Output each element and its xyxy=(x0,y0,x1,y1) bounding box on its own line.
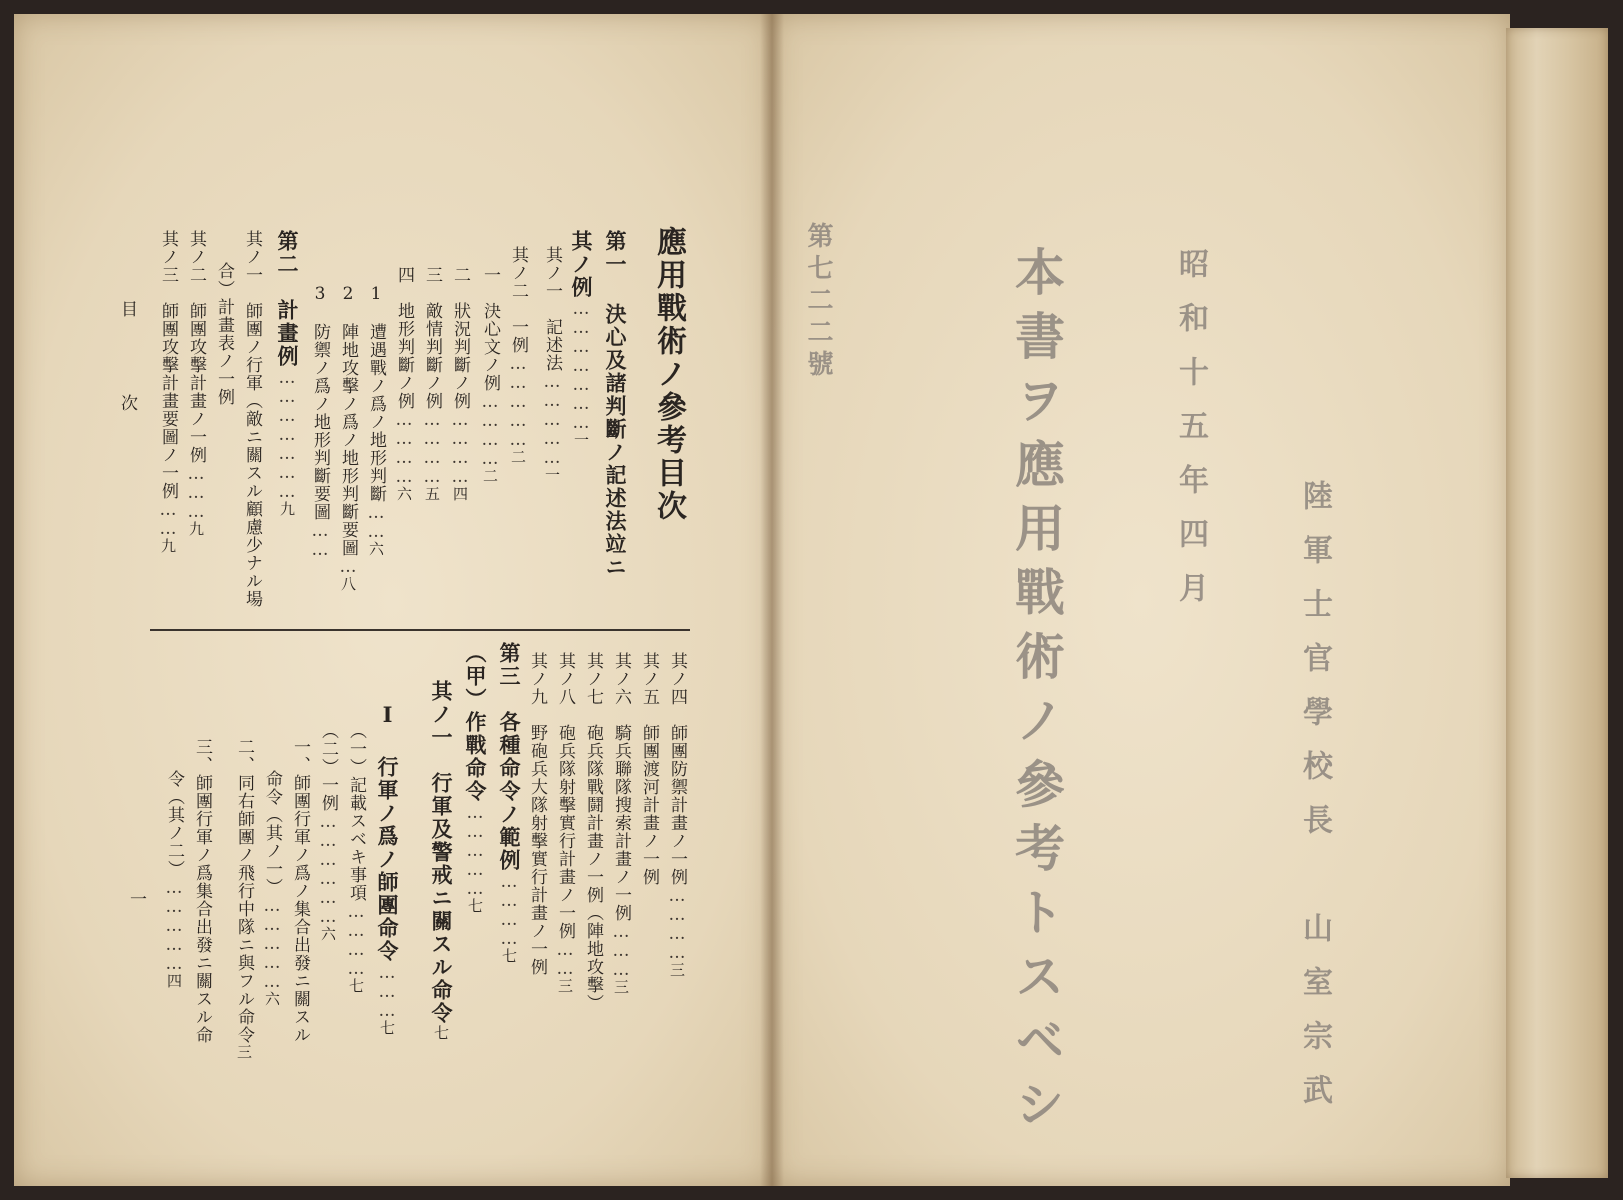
toc-item-21: （二）一例………………六 xyxy=(318,722,338,942)
right-page xyxy=(772,14,1510,1186)
section-divider xyxy=(150,629,690,631)
toc-item-13: 其ノ三 師團攻擊計畫要圖ノ一例……九 xyxy=(158,230,178,554)
toc-item-9: 3 防禦ノ爲ノ地形判斷要圖…… xyxy=(310,284,330,559)
toc-item-15: 其ノ五 師團渡河計畫ノ一例 xyxy=(639,652,659,886)
toc-item-5: 三 敵情判斷ノ例…………五 xyxy=(422,266,442,502)
toc-item-24: 二、同右師團ノ飛行中隊ニ與フル命令三 xyxy=(234,738,254,1060)
sec1-sub-row xyxy=(566,230,596,610)
sec3-kou-row: （甲）作戰命令……………七 xyxy=(463,642,488,913)
stamp-directive: 本書ヲ應用戰術ノ參考トスベシ xyxy=(1007,246,1066,1142)
sec2-heading: 第二 計畫例 xyxy=(275,230,300,368)
sec1-heading: 第一 決心及諸判斷ノ記述法竝ニ xyxy=(603,230,628,579)
sec1-sub-page: 一 xyxy=(572,432,590,447)
sec1-sub-dots: ………………… xyxy=(571,299,591,432)
sec3-sub1: 其ノ一 行軍及警戒ニ關スル命令 xyxy=(429,680,454,1025)
toc-item-25: 三、師團行軍ノ爲集合出發ニ關スル命 xyxy=(192,738,212,1044)
sec3-sub1-row: 其ノ一 行軍及警戒ニ關スル命令七 xyxy=(429,680,454,1040)
toc-item-1: 其ノ一 記述法……………一 xyxy=(542,246,562,483)
toc-item-8: 2 陣地攻擊ノ爲ノ地形判斷要圖…八 xyxy=(338,284,358,592)
toc-item-18: 其ノ八 砲兵隊射擊實行計畫ノ一例……三 xyxy=(555,652,575,994)
sec2-heading-row: 第二 計畫例…………………九 xyxy=(275,230,300,516)
toc-item-10: 其ノ一 師團ノ行軍（敵ニ關スル顧慮少ナル場 xyxy=(242,230,262,608)
toc-item-22: 一、師團行軍ノ爲ノ集合出發ニ關スル xyxy=(290,738,310,1044)
sec3-heading-row: 第三 各種命令ノ範例…………七 xyxy=(497,642,522,963)
page-folio: 一 xyxy=(126,890,146,908)
toc-item-17: 其ノ七 砲兵隊戰鬪計畫ノ一例（陣地攻擊） xyxy=(583,652,603,1012)
toc-item-26: 令（其ノ二）……………四 xyxy=(164,770,184,989)
book-gutter xyxy=(760,14,784,1186)
toc-title: 應用戰術ノ參考目次 xyxy=(651,226,686,523)
stamp-date: 昭和十五年四月 xyxy=(1173,248,1208,626)
toc-item-23: 命令（其ノ一）……………六 xyxy=(262,770,282,1007)
sec3-kou: （甲）作戰命令 xyxy=(463,642,488,803)
sec1-sub: 其ノ例 xyxy=(569,230,594,299)
toc-item-19: 其ノ九 野砲兵大隊射擊實行計畫ノ一例 xyxy=(527,652,547,976)
sec3-roman-row: Ⅰ 行軍ノ爲ノ師團命令………七 xyxy=(375,702,400,1035)
sec3-heading: 第三 各種命令ノ範例 xyxy=(497,642,522,872)
toc-item-14: 其ノ四 師團防禦計畫ノ一例…………三 xyxy=(667,652,687,978)
toc-item-3: 一 決心文ノ例…………二 xyxy=(480,266,500,484)
toc-item-2: 其ノ二 一例……………二 xyxy=(508,246,528,465)
sec3-roman: Ⅰ 行軍ノ爲ノ師團命令 xyxy=(375,702,400,963)
toc-item-16: 其ノ六 騎兵聯隊搜索計畫ノ一例………三 xyxy=(611,652,631,995)
stamp-signature: 陸軍士官學校長 山室宗武 xyxy=(1297,480,1332,1128)
running-head: 目 次 xyxy=(117,300,137,441)
toc-item-7: 1 遭遇戰ノ爲ノ地形判斷……六 xyxy=(366,284,386,557)
page-edges xyxy=(1506,28,1608,1178)
stamp-serial-number: 第七二二號 xyxy=(803,222,833,382)
toc-item-11: 合）計畫表ノ一例 xyxy=(214,262,234,406)
toc-item-6: 四 地形判斷ノ例…………六 xyxy=(394,266,414,502)
toc-item-20: （一）記載スベキ事項…………七 xyxy=(346,722,366,994)
toc-item-12: 其ノ二 師團攻擊計畫ノ一例………九 xyxy=(186,230,206,537)
toc-item-4: 二 狀況判斷ノ例…………四 xyxy=(450,266,470,502)
